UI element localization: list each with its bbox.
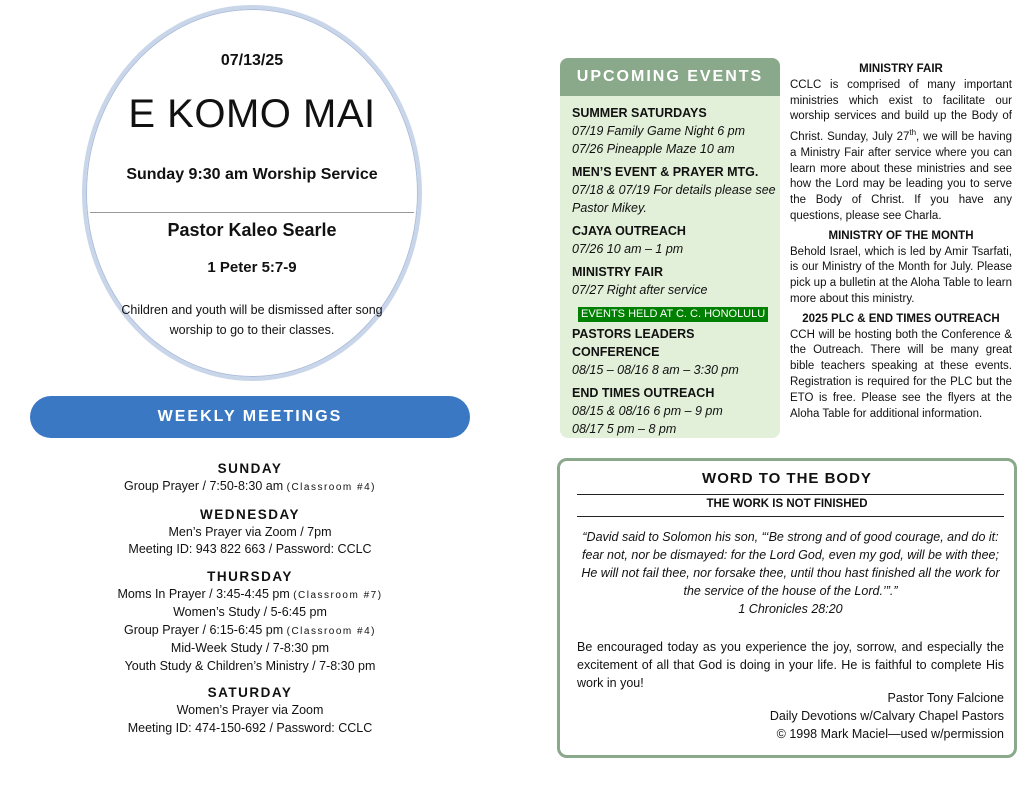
plc-text: CCH will be hosting both the Conference & the Outreach. There will be many great bible teachers speaking at these events. Registration is required for the PLC but the ETO is free. Please see the flyers at the Aloha Table for additional information. bbox=[790, 328, 1012, 420]
meeting-line: Meeting ID: 474-150-692 / Password: CCLC bbox=[127, 720, 373, 735]
event-detail: 07/27 Right after service bbox=[572, 283, 708, 297]
meeting-line: Men’s Prayer via Zoom / 7pm bbox=[168, 524, 332, 539]
announcements bbox=[790, 62, 1012, 425]
event-detail: 07/19 Family Game Night 6 pm bbox=[572, 124, 745, 138]
day-heading: SUNDAY bbox=[217, 461, 283, 476]
thursday-block bbox=[30, 568, 470, 676]
event-title: PASTORS LEADERS CONFERENCE bbox=[572, 327, 695, 359]
meeting-line bbox=[30, 586, 470, 605]
event-item bbox=[572, 104, 777, 158]
day-heading: WEDNESDAY bbox=[199, 506, 301, 522]
meeting-line: Meeting ID: 943 822 663 / Password: CCLC bbox=[128, 542, 372, 556]
meeting-line: Women’s Study / 5-6:45 pm bbox=[173, 605, 327, 619]
ministry-fair-heading: MINISTRY FAIR bbox=[859, 63, 943, 75]
event-item bbox=[572, 325, 777, 379]
attribution-copyright: © 1998 Mark Maciel—used w/permission bbox=[776, 727, 1004, 741]
scripture-quote bbox=[577, 528, 1004, 618]
attribution bbox=[577, 689, 1004, 743]
event-item bbox=[572, 163, 777, 217]
room-label: (Classroom #7) bbox=[293, 589, 383, 601]
meeting-line: Youth Study & Children’s Ministry / 7-8:30 pm bbox=[124, 658, 376, 673]
room-label: (Classroom #4) bbox=[286, 482, 376, 493]
text-part: CCLC is comprised of many important ministries which exist to facilitate our worship services and build up the Body of Christ. Sunday, July 27 bbox=[790, 78, 1012, 144]
text-part: , we will be having a Ministry Fair after service where you can learn more about these ministries and see how the Lord may be leading you to serve the Body of Christ. If you have any questions, please see Charla. bbox=[790, 131, 1012, 222]
wednesday-block bbox=[30, 506, 470, 559]
encouragement-text: Be encouraged today as you experience the joy, sorrow, and especially the excitement of all that God is doing in your life. He is faithful to complete His work in you! bbox=[577, 640, 1004, 690]
word-rule-top bbox=[577, 494, 1004, 495]
saturday-block bbox=[30, 684, 470, 737]
event-detail: 08/15 – 08/16 8 am – 3:30 pm bbox=[572, 363, 739, 377]
word-title: WORD TO THE BODY bbox=[702, 470, 872, 487]
event-item bbox=[572, 384, 777, 438]
meeting-line: Mid-Week Study / 7-8:30 pm bbox=[170, 641, 330, 655]
day-heading: THURSDAY bbox=[207, 568, 293, 584]
honolulu-badge: EVENTS HELD AT C. C. HONOLULU bbox=[578, 307, 768, 322]
sermon-verse: 1 Peter 5:7-9 bbox=[207, 259, 297, 276]
meeting-text: Group Prayer / 7:50-8:30 am bbox=[124, 479, 287, 493]
scripture-text: “David said to Solomon his son, “‘Be strong and of good courage, and do it: fear not, nor be dismayed: for the Lord God, even my god, will be with thee; He will not fail thee, nor forsake thee, until thou hast finished all the work for the service of the house of the Lord.’”.” bbox=[581, 530, 1000, 598]
day-heading: SATURDAY bbox=[207, 685, 293, 700]
event-detail: 08/17 5 pm – 8 pm bbox=[572, 422, 677, 436]
event-title: CJAYA OUTREACH bbox=[572, 224, 686, 238]
header-divider bbox=[90, 212, 414, 213]
meeting-line bbox=[30, 478, 470, 497]
word-subtitle: THE WORK IS NOT FINISHED bbox=[706, 498, 868, 510]
attribution-author: Pastor Tony Falcione bbox=[887, 691, 1004, 705]
room-label: (Classroom #4) bbox=[286, 625, 376, 637]
event-item bbox=[572, 263, 777, 299]
bulletin-date: 07/13/25 bbox=[220, 52, 284, 69]
event-title: END TIMES OUTREACH bbox=[572, 386, 715, 400]
event-detail: 07/18 & 07/19 For details please see Pastor Mikey. bbox=[572, 183, 776, 215]
weekly-meetings-banner: WEEKLY MEETINGS bbox=[30, 396, 470, 438]
children-note: Children and youth will be dismissed after song worship to go to their classes. bbox=[121, 303, 383, 337]
scripture-reference: 1 Chronicles 28:20 bbox=[738, 602, 843, 616]
events-list bbox=[572, 104, 777, 443]
meeting-line bbox=[30, 622, 470, 641]
greeting-title: E KOMO MAI bbox=[128, 92, 376, 136]
superscript: th bbox=[909, 128, 917, 138]
ministry-fair-text bbox=[790, 78, 1012, 225]
meeting-text: Moms In Prayer / 3:45-4:45 pm bbox=[117, 586, 294, 601]
event-detail: 07/26 Pineapple Maze 10 am bbox=[572, 142, 735, 156]
event-item bbox=[572, 222, 777, 258]
events-heading: UPCOMING EVENTS bbox=[560, 58, 780, 96]
attribution-source: Daily Devotions w/Calvary Chapel Pastors bbox=[769, 709, 1004, 723]
ministry-month-heading: MINISTRY OF THE MONTH bbox=[828, 229, 974, 242]
meeting-line: Women’s Prayer via Zoom bbox=[176, 703, 324, 717]
event-title: SUMMER SATURDAYS bbox=[572, 106, 707, 120]
pastor-name: Pastor Kaleo Searle bbox=[167, 220, 337, 240]
event-title: MINISTRY FAIR bbox=[572, 265, 663, 279]
event-detail: 07/26 10 am – 1 pm bbox=[572, 242, 684, 256]
ministry-month-text: Behold Israel, which is led by Amir Tsarfati, is our Ministry of the Month for July. Please pick up a bulletin at the Aloha Table to learn more about this ministry. bbox=[790, 245, 1012, 305]
event-title: MEN’S EVENT & PRAYER MTG. bbox=[572, 165, 759, 179]
event-detail: 08/15 & 08/16 6 pm – 9 pm bbox=[572, 404, 723, 418]
plc-heading: 2025 PLC & END TIMES OUTREACH bbox=[802, 312, 1000, 325]
weekly-meetings-list bbox=[30, 460, 470, 746]
meeting-text: Group Prayer / 6:15-6:45 pm bbox=[124, 622, 287, 637]
sunday-block bbox=[30, 460, 470, 497]
service-time: Sunday 9:30 am Worship Service bbox=[126, 166, 378, 183]
word-rule-bottom bbox=[577, 516, 1004, 517]
